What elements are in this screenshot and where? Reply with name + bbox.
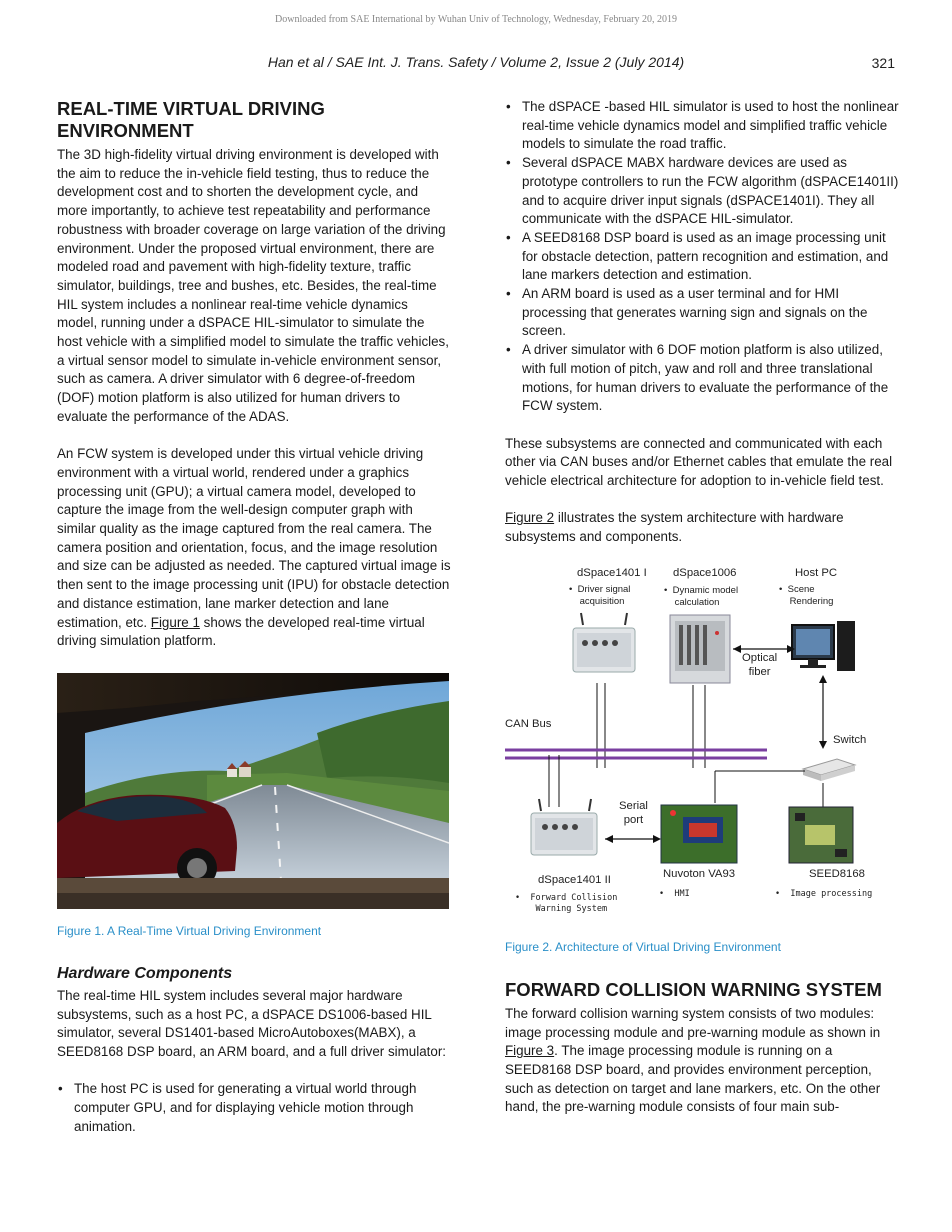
switch-device [803, 759, 855, 781]
seed8168-board [789, 807, 853, 863]
figure-1-link[interactable]: Figure 1 [150, 614, 200, 630]
dspace1401i-device [573, 613, 635, 672]
text: Dynamic model [672, 584, 739, 596]
text: An FCW system is developed under this virtual vehicle driving environment with a virtual world, rendered under a graphics processing unit (GPU); a virtual camera model, developed to capture the image from the well-design computer graph with similar quality as the image captured from the real camera. The camera position and orientation, focus, and the image resolution and size can be adjusted as needed. The captured virtual image is then sent to the image processing unit (IPU) for obstacle detection and distance estimation, lane marker detection and lane estimation, etc. [57, 446, 451, 630]
list-item: • A driver simulator with 6 DOF motion platform is also utilized, with full motion of pitch, yaw and roll and three translational motions, for human drivers to evaluate the performance of the FCW system. [505, 341, 899, 416]
bullet-list [505, 98, 899, 416]
figure-3-link[interactable]: Figure 3 [505, 1043, 555, 1059]
list-item: • Several dSPACE MABX hardware devices are used as prototype controllers to run the FCW algorithm (dSPACE1401II) and to acquire driver input signals (dSPACE1401I). They all communicate with the dSPACE HIL-simulator. [505, 154, 899, 229]
dspace1006-device [670, 615, 730, 683]
label-optical-fiber [742, 651, 777, 679]
bullet-dynamic-model: • Dynamic model calculation [664, 584, 739, 608]
text: Image processing [790, 888, 873, 899]
paragraph: The real-time HIL system includes several major hardware subsystems, such as a host PC, a dSPACE DS1006-based HIL simulator, several DS1401-based MicroAutoboxes(MABX), a SEED8168 DSP board, an ARM board, and a full driver simulator: [57, 987, 447, 1060]
text: fiber [748, 665, 771, 678]
paragraph [505, 509, 899, 546]
text: HMI [674, 888, 690, 899]
label-dspace1401i: dSpace1401 I [577, 566, 647, 579]
figure-2-link[interactable]: Figure 2 [505, 510, 555, 526]
bullet-hmi: • HMI [659, 888, 690, 899]
bullet-driver-signal: • Driver signal acquisition [569, 583, 631, 607]
label-switch: Switch [833, 733, 867, 746]
list-item: • The dSPACE -based HIL simulator is used to host the nonlinear real-time vehicle dynamics model and simplified traffic vehicle models to simulate the road traffic. [505, 98, 899, 154]
list-item: • The host PC is used for generating a virtual world through computer GPU, and for displaying vehicle motion through animation. [57, 1080, 451, 1136]
text: The forward collision warning system consists of two modules: image processing module and pre-warning module as shown in [505, 1005, 881, 1040]
label-canbus: CAN Bus [505, 717, 552, 730]
text: acquisition [579, 595, 625, 607]
paragraph: These subsystems are connected and communicated with each other via CAN buses and/or Ethernet cables that emulate the real vehicle electrical architecture for adoption to in-vehicle field test. [505, 435, 893, 489]
label-seed8168: SEED8168 [809, 867, 865, 880]
figure-1-photo [57, 673, 449, 909]
text: . The image processing module is running on a SEED8168 DSP board, and provides environment perception, such as detection on target and lane markers, etc. On the other hand, the pre-warning module consists of four main sub- [505, 1043, 881, 1115]
page-number: 321 [871, 55, 895, 71]
text: calculation [674, 596, 720, 608]
label-dspace1006: dSpace1006 [673, 566, 737, 579]
text: port [623, 813, 644, 826]
text: Forward Collision [530, 892, 618, 903]
figure-1-caption: Figure 1. A Real-Time Virtual Driving Environment [57, 923, 322, 938]
text: Rendering [789, 595, 834, 607]
text: shows the developed real-time virtual driving simulation platform. [57, 614, 425, 649]
section-heading-virtual-env: REAL-TIME VIRTUAL DRIVING ENVIRONMENT [57, 98, 325, 141]
label-serial-port [619, 799, 648, 827]
text: Driver signal [577, 583, 631, 595]
paragraph [57, 445, 451, 651]
left-column [57, 98, 451, 1137]
text: Serial [619, 799, 648, 812]
nuvoton-board [661, 805, 737, 863]
subheading-hardware-components: Hardware Components [57, 964, 233, 982]
download-notice: Downloaded from SAE International by Wuhan Univ of Technology, Wednesday, February 20, 2019 [275, 14, 677, 25]
label-dspace1401ii: dSpace1401 II [538, 873, 611, 886]
bullet-image-processing: • Image processing [775, 888, 873, 899]
text: Warning System [535, 904, 608, 915]
section-heading-fcw: FORWARD COLLISION WARNING SYSTEM [505, 978, 882, 1000]
text: Scene [787, 583, 815, 595]
hostpc-device [792, 621, 855, 671]
text: illustrates the system architecture with hardware subsystems and components. [505, 510, 844, 545]
label-nuvoton: Nuvoton VA93 [663, 867, 736, 880]
text: Optical [742, 651, 778, 664]
virtual-driving-photo [57, 673, 449, 909]
running-head: Han et al / SAE Int. J. Trans. Safety / Volume 2, Issue 2 (July 2014) [267, 54, 685, 70]
label-hostpc: Host PC [795, 566, 838, 579]
right-column [505, 98, 899, 1117]
dspace1401ii-device [531, 799, 597, 855]
bullet-list [57, 1080, 451, 1136]
paragraph: The 3D high-fidelity virtual driving environment is developed with the aim to reduce the in-vehicle field testing, thus to reduce the development cost and to shorten the development cycle, and more importantly, to achieve test repeatability and performance robustness with broader coverage on large variation of the driving environment. Under the proposed virtual environment, there are modeled road and pavement with high-fidelity texture, traffic simulator, buildings, tree and bushes, etc. Besides, the real-time HIL system includes a nonlinear real-time vehicle dynamics model, running under a dSPACE HIL-simulator to simulate the host vehicle with a simplified model to simulate the traffic vehicles, a virtual sensor model to simulate in-vehicle environment sensor, such as camera. A driver simulator with 6 degree-of-freedom (DOF) motion platform is also utilized for human drivers to evaluate the performance of the ADAS. [57, 147, 449, 424]
list-item: • An ARM board is used as a user terminal and for HMI processing that generates warning sign and signals on the screen. [505, 285, 899, 341]
bullet-scene-rendering: • Scene Rendering [779, 583, 834, 607]
bullet-fcw: • Forward Collision Warning System [515, 892, 618, 915]
figure-2-caption: Figure 2. Architecture of Virtual Driving Environment [505, 939, 781, 954]
list-item: • A SEED8168 DSP board is used as an image processing unit for obstacle detection, pattern recognition and estimation, and lane markers detection and estimation. [505, 229, 899, 285]
figure-2-diagram [505, 563, 899, 929]
paragraph [505, 1005, 899, 1117]
